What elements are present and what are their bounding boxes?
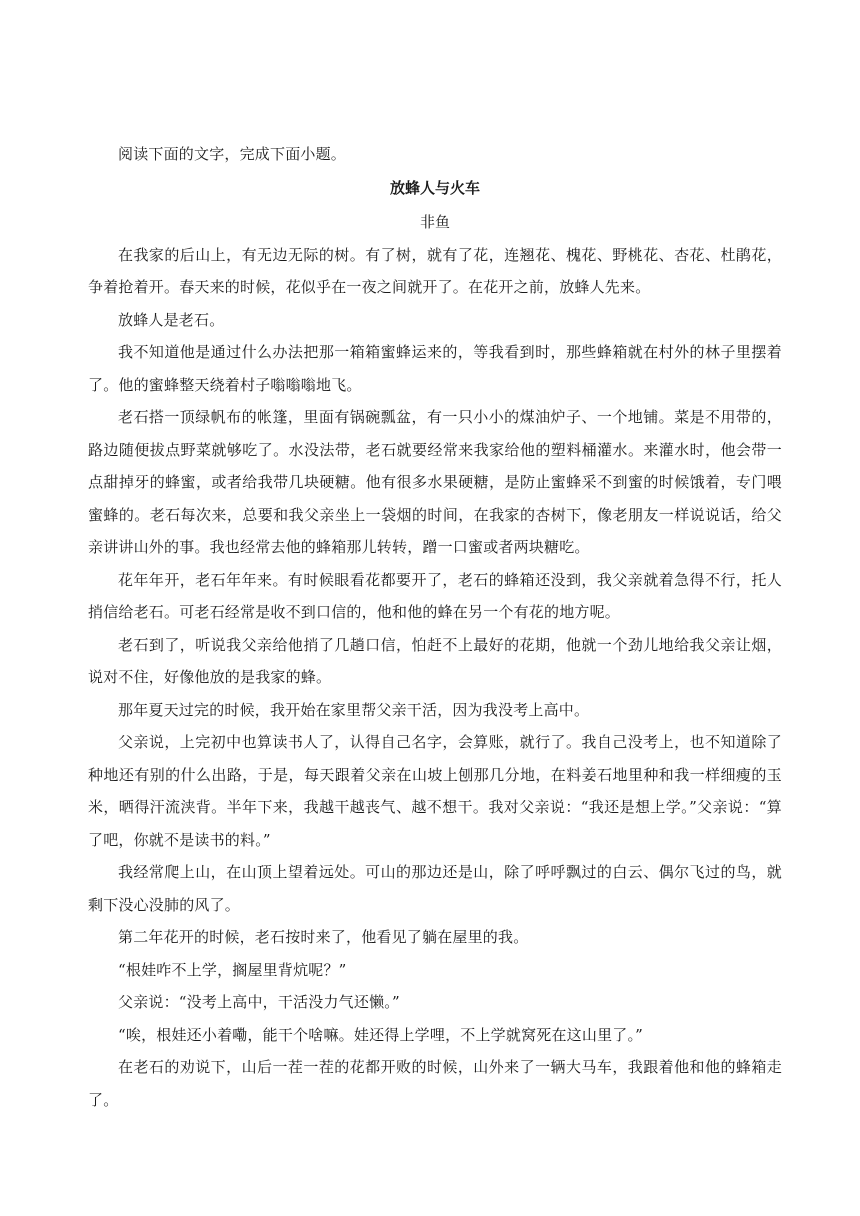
paragraph: 那年夏天过完的时候，我开始在家里帮父亲干活，因为我没考上高中。 bbox=[118, 700, 590, 719]
reading-instruction: 阅读下面的文字，完成下面小题。 bbox=[118, 145, 347, 163]
paragraph: 花年年开，老石年年来。有时候眼看花都要开了，老石的蜂箱还没到，我父亲就着急得不行，托人捎信给老石。可老石经常是收不到口信的，他和他的蜂在另一个有花的地方呢。 bbox=[88, 570, 782, 621]
paragraph: 我不知道他是通过什么办法把那一箱箱蜜蜂运来的，等我看到时，那些蜂箱就在村外的林子里摆着了。他的蜜蜂整天绕着村子嗡嗡嗡地飞。 bbox=[88, 343, 782, 394]
dialogue-line: “唉，根娃还小着嘞，能干个啥嘛。娃还得上学哩，不上学就窝死在这山里了。” bbox=[118, 1025, 644, 1044]
document-page bbox=[88, 138, 782, 1116]
dialogue-line: “根娃咋不上学，搁屋里背炕呢？” bbox=[118, 960, 347, 979]
paragraph: 第二年花开的时候，老石按时来了，他看见了躺在屋里的我。 bbox=[118, 928, 529, 946]
paragraph: 父亲说，上完初中也算读书人了，认得自己名字，会算账，就行了。我自己没考上，也不知道除了种地还有别的什么出路，于是，每天跟着父亲在山坡上刨那几分地，在料姜石地里种和我一样细瘦的玉米，晒得汗流浃背。半年下来，我越干越丧气、越不想干。我对父亲说：“我还是想上学。”父亲说：“算了吧，你就不是读书的料。” bbox=[88, 733, 782, 849]
paragraph: 老石到了，听说我父亲给他捎了几趟口信，怕赶不上最好的花期，他就一个劲儿地给我父亲让烟，说对不住，好像他放的是我家的蜂。 bbox=[88, 635, 782, 686]
article-author: 非鱼 bbox=[419, 212, 450, 231]
paragraph: 在我家的后山上，有无边无际的树。有了树，就有了花，连翘花、槐花、野桃花、杏花、杜鹃花，争着抢着开。春天来的时候，花似乎在一夜之间就开了。在花开之前，放蜂人先来。 bbox=[88, 245, 782, 296]
paragraph: 放蜂人是老石。 bbox=[118, 310, 225, 329]
dialogue-line: 父亲说：“没考上高中，干活没力气还懒。” bbox=[118, 993, 400, 1011]
paragraph: 我经常爬上山，在山顶上望着远处。可山的那边还是山，除了呼呼飘过的白云、偶尔飞过的鸟，就剩下没心没肺的风了。 bbox=[88, 863, 782, 914]
paragraph: 老石搭一顶绿帆布的帐篷，里面有锅碗瓢盆，有一只小小的煤油炉子、一个地铺。菜是不用带的，路边随便拔点野菜就够吃了。水没法带，老石就要经常来我家给他的塑料桶灌水。来灌水时，他会带一点甜掉牙的蜂蜜，或者给我带几块硬糖。他有很多水果硬糖，是防止蜜蜂采不到蜜的时候饿着，专门喂蜜蜂的。老石每次来，总要和我父亲坐上一袋烟的时间，在我家的杏树下，像老朋友一样说说话，给父亲讲讲山外的事。我也经常去他的蜂箱那儿转转，蹭一口蜜或者两块糖吃。 bbox=[88, 408, 782, 556]
article-body bbox=[88, 239, 782, 1117]
paragraph: 在老石的劝说下，山后一茬一茬的花都开败的时候，山外来了一辆大马车，我跟着他和他的蜂箱走了。 bbox=[88, 1058, 782, 1109]
article-title: 放蜂人与火车 bbox=[389, 178, 480, 197]
